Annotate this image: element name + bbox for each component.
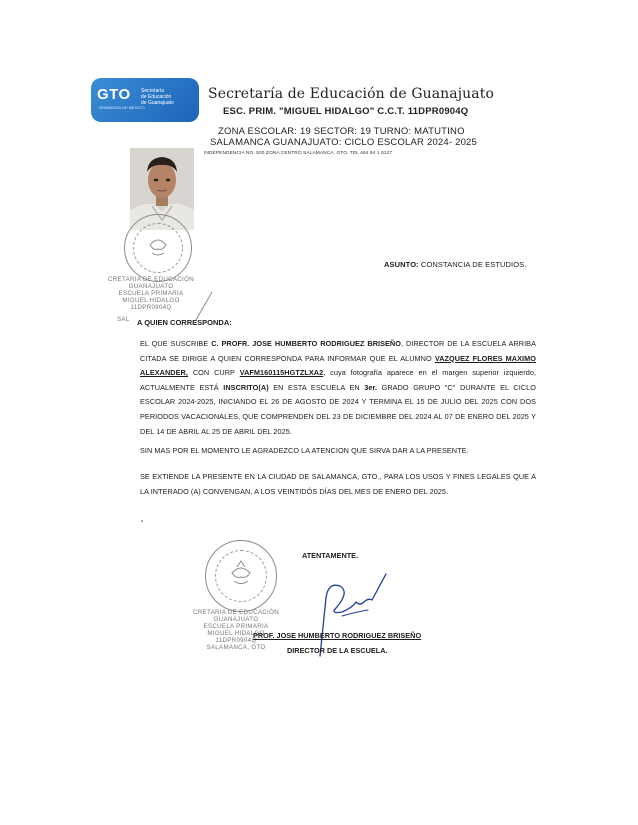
school-address: INDEPENDENCIA NO. 500 ZONA CENTRO SALAMANCA, GTO. TEL 464 64 1 5127 [204,151,393,156]
logo-tagline: GRANDEZA DE MÉXICO [99,105,145,110]
seal-emblem-icon [125,215,191,281]
student-curp: VAFM160115HGTZLXA2 [239,368,324,378]
stamp-text-1-city: SAL [117,316,130,323]
gto-logo [91,78,199,122]
body-paragraph-2: SIN MAS POR EL MOMENTO LE AGRADEZCO LA ATENCION QUE SIRVA DAR A LA PRESENTE. [140,446,469,455]
salutation: A QUIEN CORRESPONDA: [137,318,232,327]
subject-line: ASUNTO: CONSTANCIA DE ESTUDIOS. [384,260,527,269]
stamp-text-1: CRETARIA DE EDUCACIÓN GUANAJUATO ESCUELA PRIMARIA MIGUEL HIDALGO 11DPR0904Q [108,276,194,311]
body-paragraph-3: SE EXTIENDE LA PRESENTE EN LA CIUDAD DE SALAMANCA, GTO., PARA LOS USOS Y FINES LEGALES QUE A LA INTERADO (A) CONVENGAN, A LOS VEINTIDÓS DÍAS DEL MES DE ENERO DEL 2025. [140,472,536,496]
grade: 3er. [364,382,378,392]
student-name: VAZQUEZ FLORES MAXIMO ALEXANDER, [140,353,536,378]
school-name: ESC. PRIM. "MIGUEL HIDALGO" C.C.T. 11DPR0904Q [223,106,469,117]
school-seal-stamp-2 [205,540,277,612]
school-zone: ZONA ESCOLAR: 19 SECTOR: 19 TURNO: MATUTINO [218,126,465,137]
body-paragraph-1: EL QUE SUSCRIBE C. PROFR. JOSE HUMBERTO RODRIGUEZ BRISEÑO, DIRECTOR DE LA ESCUELA ARRIBA CITADA SE DIRIGE A QUIEN CORRESPONDA PARA INFORMAR QUE EL ALUMNO VAZQUEZ FLORES MAXIMO ALEXANDER, CON CURP VAFM160115HGTZLXA2, cuya fotografía aparece en el margen superior izquierdo, ACTUALMENTE ESTÁ INSCRITO(A) EN ESTA ESCUELA EN 3er. GRADO GRUPO "C" DURANTE EL CICLO ESCOLAR 2024-2025, INICIANDO EL 26 DE AGOSTO DE 2024 Y TERMINA EL 15 DE JULIO DEL 2025 CON DOS PERIODOS VACACIONALES, QUE COMPRENDEN DEL 23 DE DICIEMBRE DEL 2024 AL 07 DE ENERO DEL 2025 Y DEL 14 DE ABRIL AL 25 DE ABRIL DEL 2025. [140,339,537,436]
director-name: PROF. JOSE HUMBERTO RODRIGUEZ BRISEÑO [253,631,422,640]
director-name-inline: C. PROFR. JOSE HUMBERTO RODRIGUEZ BRISEÑO [211,339,401,348]
director-title: DIRECTOR DE LA ESCUELA. [287,646,388,655]
school-seal-stamp [124,214,192,282]
closing-atentamente: ATENTAMENTE. [302,551,359,560]
seal-emblem-icon [206,541,276,611]
logo-text: Secretaría de Educación de Guanajuato [141,88,174,106]
page-title: Secretaría de Educación de Guanajuato [208,86,494,102]
stamp-text-2: CRETARIA DE EDUCACIÓN GUANAJUATO ESCUELA PRIMARIA MIGUEL HIDALGO 11DPR0904Q SALAMANCA, GTO [193,609,279,651]
school-cycle: SALAMANCA GUANAJUATO: CICLO ESCOLAR 2024- 2025 [210,137,478,148]
logo-mark: GTO [97,86,131,103]
enrolled-status: INSCRITO(A) [223,382,269,392]
stray-mark [141,520,143,522]
